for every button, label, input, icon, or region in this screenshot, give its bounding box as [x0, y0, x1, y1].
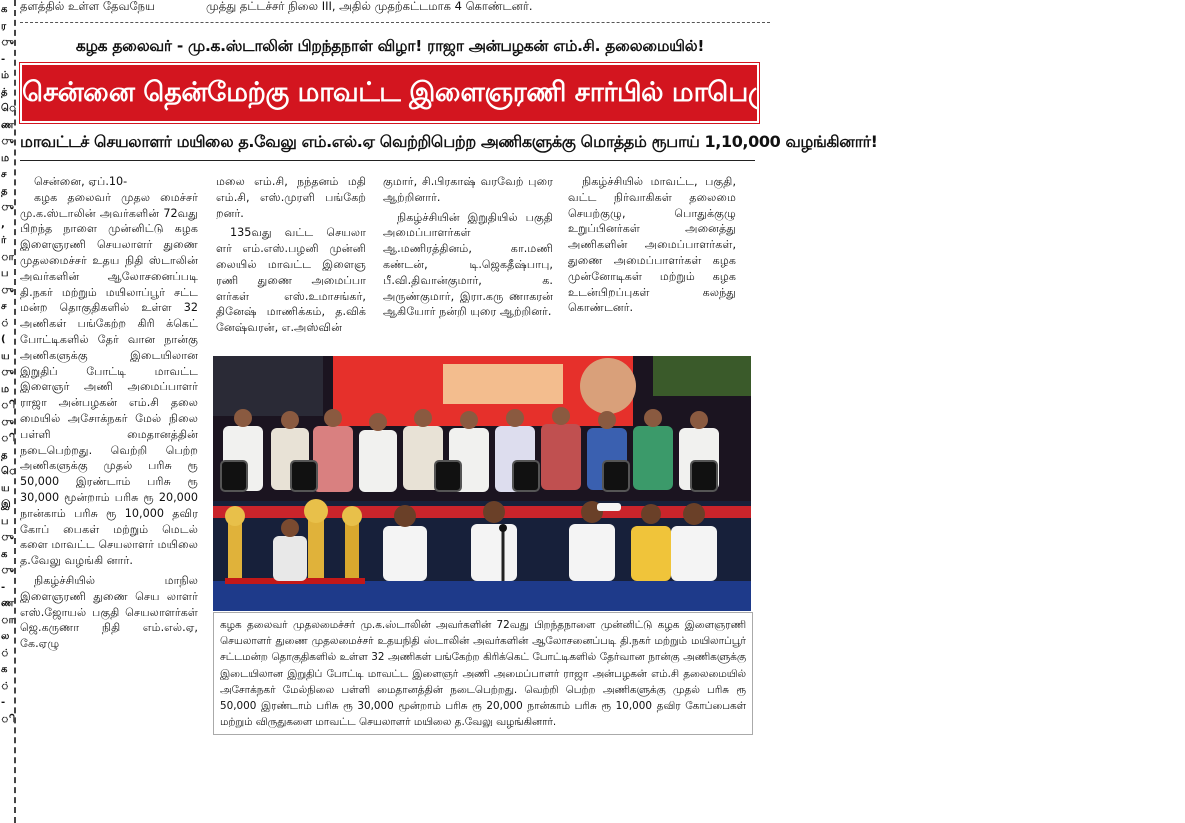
strip-glyph: ்	[1, 647, 10, 659]
article-column-4	[568, 174, 736, 316]
previous-article-col1: தளத்தில் உள்ள தேவநேய	[20, 0, 155, 13]
strip-glyph: ெ	[1, 103, 17, 114]
table-cloth	[213, 581, 751, 611]
strip-glyph: ா	[1, 251, 14, 263]
strip-glyph: ர	[1, 20, 7, 32]
paragraph: குமார், சி.பிரகாஷ் வரவேற் புரை ஆற்றினார்.	[383, 175, 553, 204]
strip-glyph: -	[1, 697, 6, 708]
strip-glyph: ப	[1, 515, 9, 527]
strip-glyph: ல	[1, 631, 10, 642]
paragraph: நிகழ்ச்சியில் மாநில இளைஞரணி துணை செய லாளர் எஸ்.ஜோயல் பகுதி செயலாளர்கள் ஜெ.கருணா நிதி எம்.எல்.ஏ, கே.ஏழு	[20, 573, 198, 651]
strip-glyph: ச	[1, 301, 7, 312]
strip-glyph: ம்	[1, 70, 10, 81]
strip-glyph: ு	[1, 416, 14, 428]
strip-glyph: ப	[1, 268, 9, 279]
strip-glyph: ண	[1, 598, 14, 609]
strip-glyph: ,	[1, 218, 5, 230]
strip-glyph: ு	[1, 284, 14, 296]
article-separator	[20, 22, 770, 23]
event-photo	[213, 356, 751, 611]
strip-glyph: ம	[1, 152, 10, 164]
previous-article-col2: முத்து தட்டச்சர் நிலை III, அதில் முதற்கட்டமாக 4 கொண்டனர்.	[206, 0, 533, 13]
strip-glyph: -	[1, 53, 6, 65]
strip-glyph: ம	[1, 383, 10, 395]
strip-glyph: ு	[1, 202, 14, 213]
strip-glyph: ி	[1, 433, 16, 444]
adjacent-column-strip	[0, 0, 17, 823]
strip-glyph: ண	[1, 119, 14, 131]
kicker-headline: கழக தலைவர் - மு.க.ஸ்டாலின் பிறந்தநாள் விழா! ராஜா அன்பழகன் எம்.சி. தலைமையில்!	[75, 37, 705, 55]
strip-glyph: ு	[1, 37, 14, 48]
headline-rule	[20, 160, 755, 161]
previous-article-fragment	[20, 0, 790, 24]
strip-glyph: ர்	[1, 235, 7, 246]
strip-glyph: த	[1, 449, 8, 461]
strip-glyph: த	[1, 185, 8, 197]
paragraph: 135வது வட்ட செயலா ளர் எம்.எஸ்.பழனி முன்னி லையில் மாவட்ட இளைஞ ரணி துணை அமைப்பா ளர்கள் எஸ்.உமாசங்கர், தினேஷ் மாணிக்கம், த.விக் னேஷ்வரன், எ.அஸ்வின்	[216, 226, 366, 335]
dateline: சென்னை, ஏப்.10-	[34, 175, 128, 188]
strip-glyph: ு	[1, 565, 14, 576]
strip-glyph: (	[1, 334, 6, 345]
strip-glyph: ு	[1, 532, 14, 543]
strip-glyph: க	[1, 548, 8, 560]
article-column-3	[383, 174, 553, 320]
paragraph: மலை எம்.சி, நந்தனம் மதி எம்.சி, எஸ்.முரளி பங்கேற் றனர்.	[216, 175, 366, 220]
strip-glyph: ்	[1, 317, 10, 329]
article-column-2	[216, 174, 366, 336]
stage-scene-illustration	[213, 356, 751, 611]
banner-portrait-icon	[580, 358, 636, 414]
strip-glyph: -	[1, 581, 6, 593]
strip-glyph: ச	[1, 169, 7, 180]
article-column-1	[20, 174, 198, 652]
strip-glyph: ய	[1, 350, 10, 362]
strip-glyph: க	[1, 664, 8, 675]
strip-glyph: ு	[1, 136, 14, 147]
strip-glyph: ா	[1, 614, 14, 626]
paragraph: நிகழ்ச்சியில் மாவட்ட, பகுதி, வட்ட நிர்வாகிகள் தலைமை செயற்குழு, பொதுக்குழு உறுப்பினர்கள் அனைத்து அணிகளின் அமைப்பாளர்கள், துணை அமைப்பாளர்கள் கழக முன்னோடிகள் மற்றும் கழக உடன்பிறப்புகள் கலந்து கொண்டனர்.	[568, 175, 736, 315]
strip-glyph: ி	[1, 400, 16, 411]
strip-glyph: ி	[1, 713, 16, 725]
strip-glyph: ெ	[1, 466, 17, 477]
strip-glyph: ய	[1, 482, 10, 494]
strip-glyph: ்	[1, 680, 10, 692]
main-headline: சென்னை தென்மேற்கு மாவட்ட இளைஞரணி சார்பில் மாபெரும் மின்னொளி கிரிக்கெட் போட்டி!	[20, 63, 759, 123]
strip-glyph: க	[1, 4, 8, 15]
column-divider	[14, 0, 16, 823]
sub-headline: மாவட்டச் செயலாளர் மயிலை த.வேலு எம்.எல்.ஏ வெற்றிபெற்ற அணிகளுக்கு மொத்தம் ரூபாய் 1,10,000 வழங்கினார்!	[20, 132, 878, 151]
strip-glyph: ு	[1, 367, 14, 378]
paragraph: கழக தலைவர் முதல மைச்சர் மு.க.ஸ்டாலின் அவர்களின் 72வது பிறந்த நாளை முன்னிட்டு கழக இளைஞரணி செயலாளர் துணை முதலமைச்சர் உதய நிதி ஸ்டாலின் அவர்களின் ஆலோசனைப்படி தி.நகர் மற்றும் மயிலாப்பூர் சட்ட மன்ற தொகுதிகளில் உள்ள 32 அணிகள் பங்கேற்ற கிரி க்கெட் போட்டிகளில் தேர் வான நான்கு அணிகளுக்கு இடையிலான இறுதிப் போட்டி மாவட்ட இளைஞர் அணி அமைப்பாளர் ராஜா அன்பழகன் எம்.சி தலை மையில் அசோக்நகர் மேல் நிலை பள்ளி மைதானத்தின் நடைபெற்றது. வெற்றி பெற்ற அணிகளுக்கு முதல் பரிசு ரூ 50,000 இரண்டாம் பரிசு ரூ 30,000 மூன்றாம் பரிசு ரூ 20,000 நான்காம் பரிசு ரூ 10,000 தவிர கோப் பைகள் மற்றும் மெடல் களை மாவட்ட செயலாளர் மயிலை த.வேலு வழங்கி னார்.	[20, 190, 198, 568]
strip-glyph: இ	[1, 499, 11, 510]
paragraph: நிகழ்ச்சியின் இறுதியில் பகுதி அமைப்பாளர்கள் ஆ.மணிரத்தினம், கா.மணி கண்டன், டி.ஜெகதீஷ்பாபு, பீ.வி.திவான்குமார், க. அருண்குமார், இரா.கரு ணாகரன் ஆகியோர் நன்றி யுரை ஆற்றினர்.	[383, 210, 553, 319]
strip-glyph: த்	[1, 86, 8, 98]
photo-caption: கழக தலைவர் முதலமைச்சர் மு.க.ஸ்டாலின் அவர்களின் 72வது பிறந்தநாளை முன்னிட்டு கழக இளைஞரணி செயலாளர் துணை முதலமைச்சர் உதயநிதி ஸ்டாலின் அவர்களின் ஆலோசனைப்படி தி.நகர் மற்றும் மயிலாப்பூர் சட்டமன்ற தொகுதிகளில் உள்ள 32 அணிகள் பங்கேற்ற கிரிக்கெட் போட்டிகளில் தேர்வான நான்கு அணிகளுக்கு இடையிலான இறுதிப் போட்டி மாவட்ட இளைஞர் அணி அமைப்பாளர் ராஜா அன்பழகன் எம்.சி தலைமையில் அசோக்நகர் மேல்நிலை பள்ளி மைதானத்தின் நடைபெற்றது. வெற்றி பெற்ற அணிகளுக்கு முதல் பரிசு ரூ 50,000 இரண்டாம் பரிசு ரூ 30,000 மூன்றாம் பரிசு ரூ 20,000 நான்காம் பரிசு ரூ 10,000 தவிர கோப்பைகள் மற்றும் விருதுகளை மாவட்ட செயலாளர் மயிலை த.வேலு வழங்கினார்.	[213, 612, 753, 735]
